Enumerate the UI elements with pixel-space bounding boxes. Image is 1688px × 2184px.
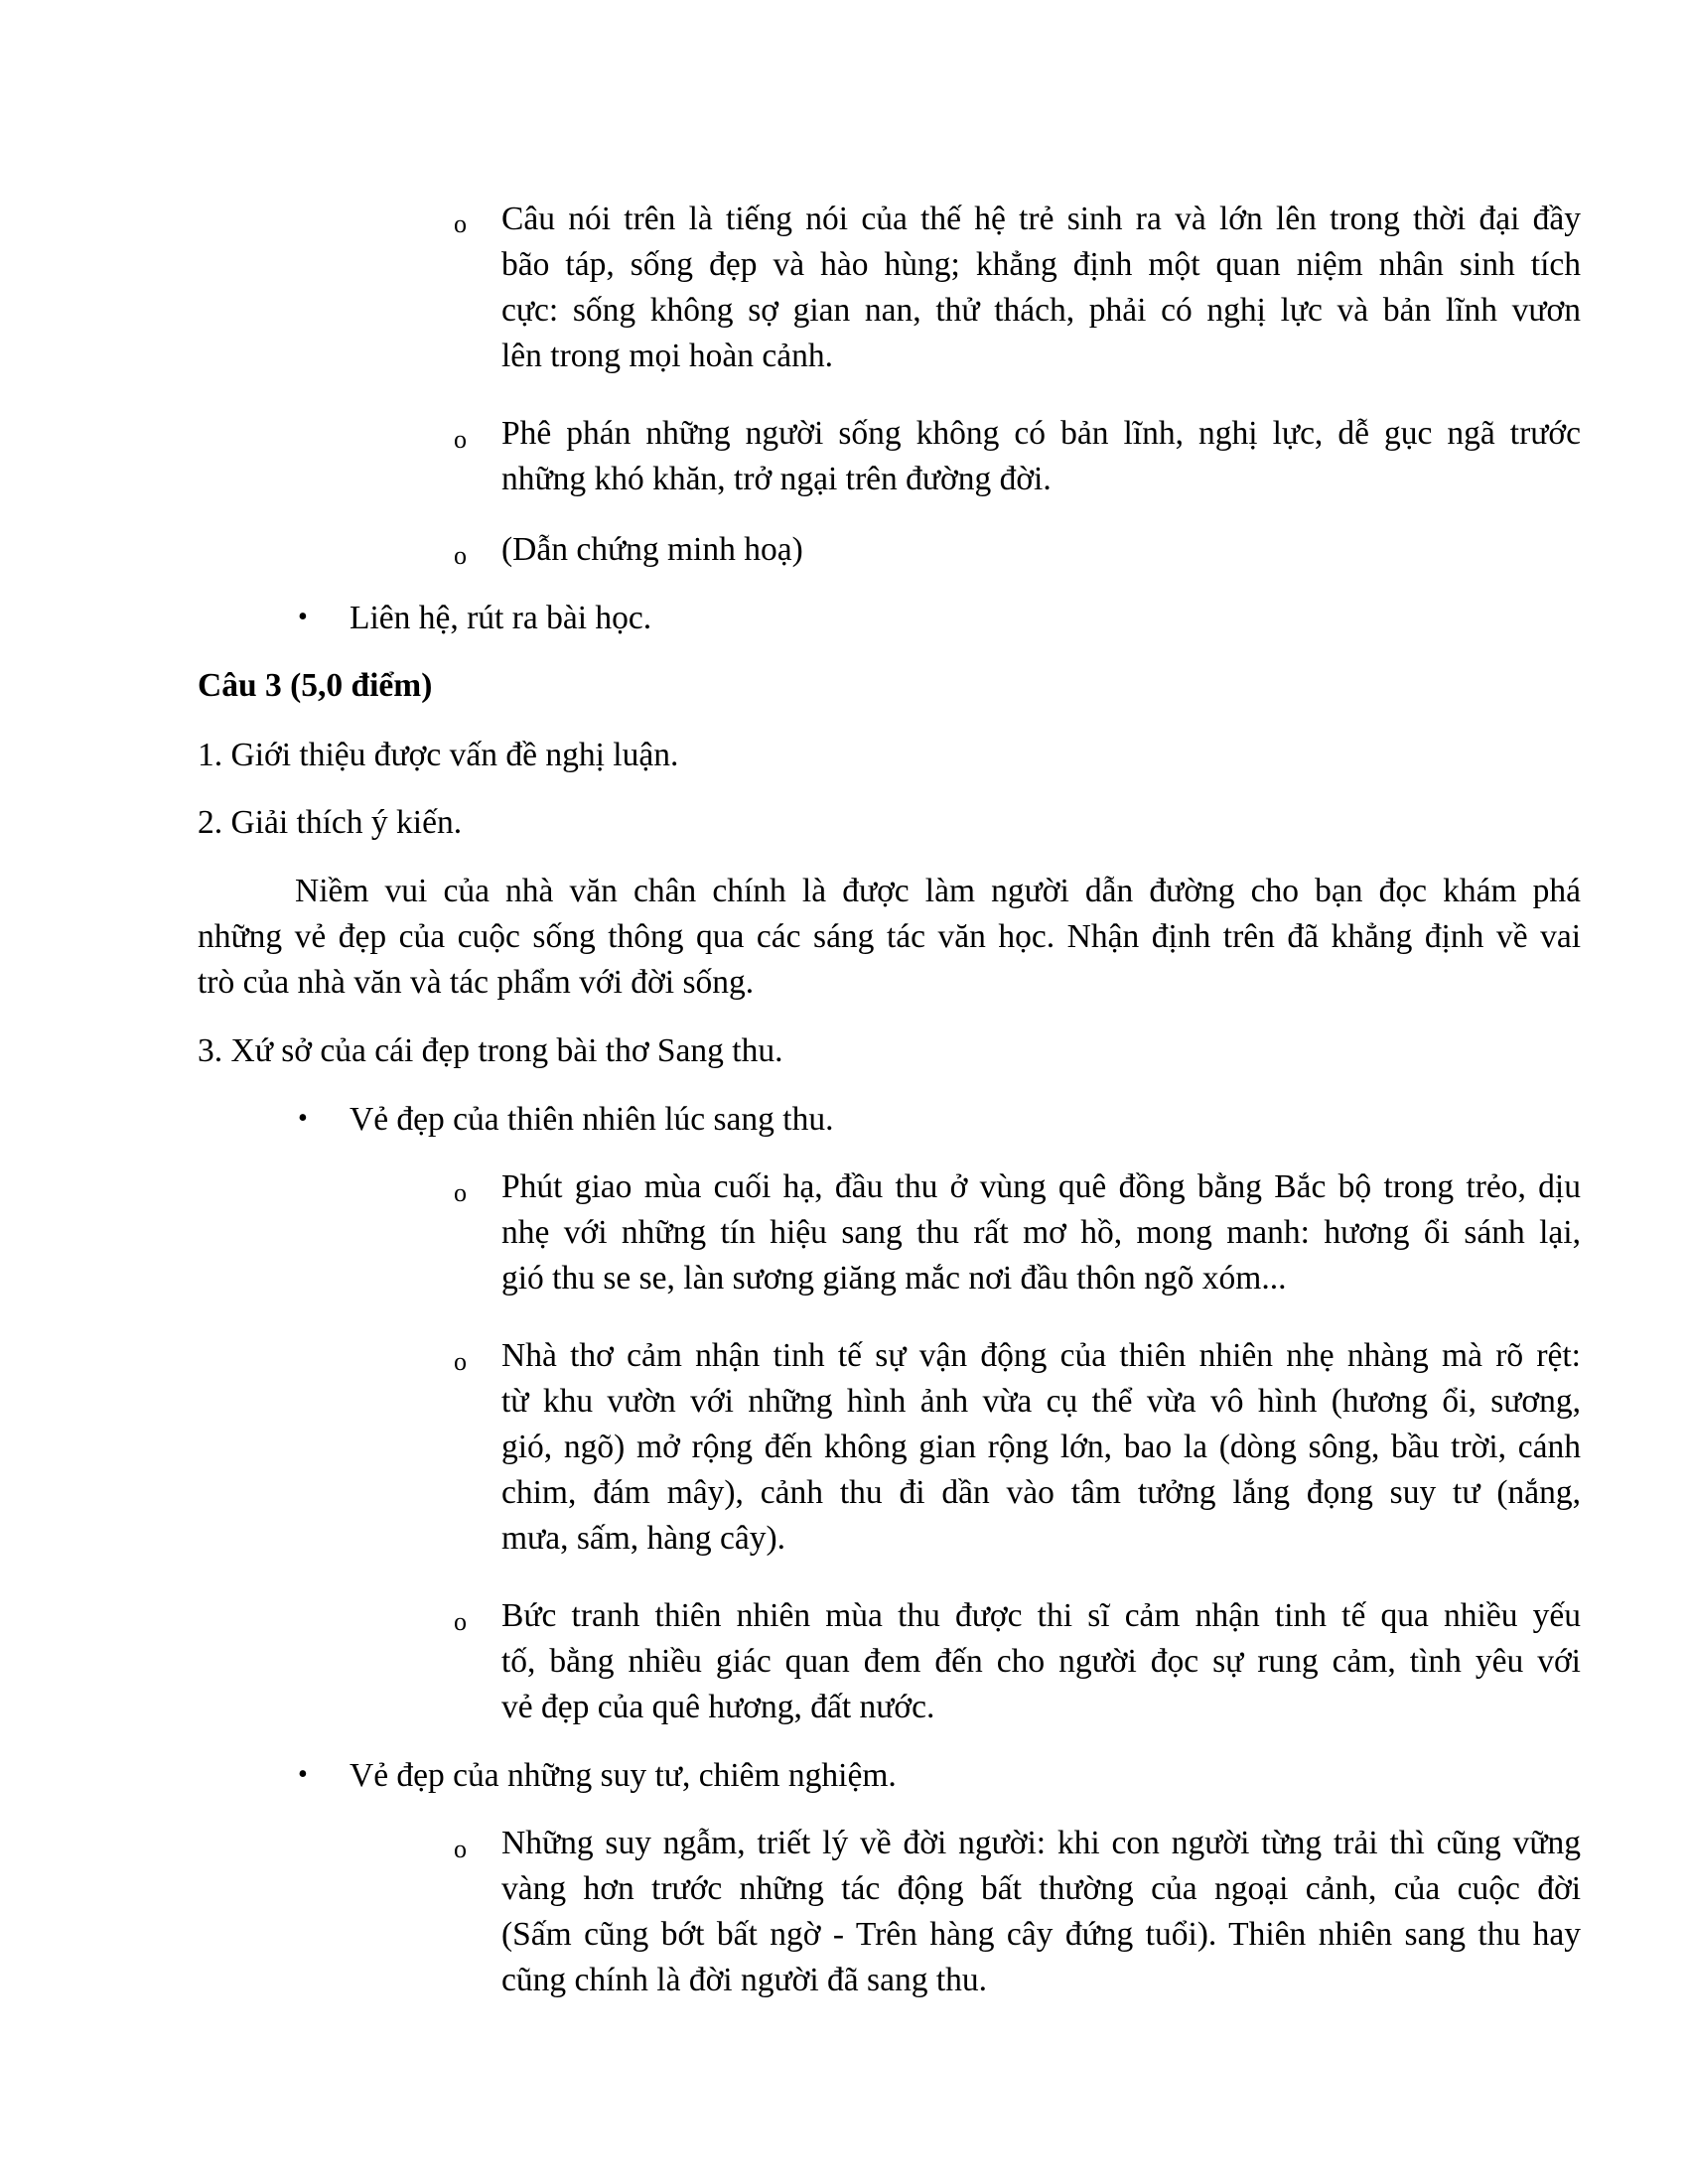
text-line: cũng chính là đời người đã sang thu.	[501, 1962, 988, 1998]
circle-bullet-icon: o	[454, 209, 467, 238]
dot-bullet-icon: •	[298, 602, 308, 632]
circle-bullet-icon: o	[454, 1835, 467, 1863]
text-line: 2. Giải thích ý kiến.	[198, 804, 463, 841]
text-line: Liên hệ, rút ra bài học.	[350, 600, 652, 636]
text-line: vẻ đẹp của quê hương, đất nước.	[501, 1689, 935, 1725]
text-line: Bức tranh thiên nhiên mùa thu được thi sĩ cảm nhận tinh tế qua nhiều yếu	[501, 1597, 1581, 1634]
text-line: Vẻ đẹp của thiên nhiên lúc sang thu.	[350, 1101, 834, 1138]
dot-bullet-icon: •	[298, 1103, 308, 1134]
text-line: 1. Giới thiệu được vấn đề nghị luận.	[198, 737, 679, 773]
text-line: Phút giao mùa cuối hạ, đầu thu ở vùng quê đồng bằng Bắc bộ trong trẻo, dịu	[501, 1168, 1581, 1205]
circle-bullet-icon: o	[454, 541, 467, 570]
text-line: Niềm vui của nhà văn chân chính là được làm người dẫn đường cho bạn đọc khám phá	[295, 873, 1581, 909]
text-line: mưa, sấm, hàng cây).	[501, 1520, 786, 1557]
text-line: lên trong mọi hoàn cảnh.	[501, 338, 833, 374]
text-line: chim, đám mây), cảnh thu đi dần vào tâm tưởng lắng đọng suy tư (nắng,	[501, 1474, 1581, 1511]
text-line: Câu nói trên là tiếng nói của thế hệ trẻ sinh ra và lớn lên trong thời đại đầy	[501, 201, 1581, 237]
text-line: những vẻ đẹp của cuộc sống thông qua các sáng tác văn học. Nhận định trên đã khẳng định về vai	[198, 918, 1581, 955]
text-line: (Sấm cũng bớt bất ngờ - Trên hàng cây đứng tuổi). Thiên nhiên sang thu hay	[501, 1916, 1581, 1953]
text-line: Những suy ngẫm, triết lý về đời người: khi con người từng trải thì cũng vững	[501, 1825, 1581, 1861]
circle-bullet-icon: o	[454, 425, 467, 454]
text-line: từ khu vườn với những hình ảnh vừa cụ thể vừa vô hình (hương ổi, sương,	[501, 1383, 1581, 1420]
text-line: trò của nhà văn và tác phẩm với đời sống.	[198, 964, 755, 1001]
text-line: vàng hơn trước những tác động bất thường của ngoại cảnh, của cuộc đời	[501, 1870, 1581, 1907]
text-line: bão táp, sống đẹp và hào hùng; khẳng định một quan niệm nhân sinh tích	[501, 246, 1581, 283]
text-line: tố, bằng nhiều giác quan đem đến cho người đọc sự rung cảm, tình yêu với	[501, 1643, 1581, 1680]
text-line: cực: sống không sợ gian nan, thử thách, phải có nghị lực và bản lĩnh vươn	[501, 292, 1581, 329]
text-line: nhẹ với những tín hiệu sang thu rất mơ hồ, mong manh: hương ổi sánh lại,	[501, 1214, 1581, 1251]
text-line: 3. Xứ sở của cái đẹp trong bài thơ Sang thu.	[198, 1032, 783, 1069]
text-line: Phê phán những người sống không có bản lĩnh, nghị lực, dễ gục ngã trước	[501, 415, 1581, 452]
text-line: Vẻ đẹp của những suy tư, chiêm nghiệm.	[350, 1757, 897, 1794]
text-line: gió, ngõ) mở rộng đến không gian rộng lớn, bao la (dòng sông, bầu trời, cánh	[501, 1429, 1581, 1465]
section-heading: Câu 3 (5,0 điểm)	[198, 667, 433, 704]
text-line: Nhà thơ cảm nhận tinh tế sự vận động của thiên nhiên nhẹ nhàng mà rõ rệt:	[501, 1337, 1581, 1374]
text-line: (Dẫn chứng minh hoạ)	[501, 531, 803, 568]
text-line: gió thu se se, làn sương giăng mắc nơi đầu thôn ngõ xóm...	[501, 1260, 1287, 1297]
circle-bullet-icon: o	[454, 1178, 467, 1207]
text-line: những khó khăn, trở ngại trên đường đời.	[501, 461, 1052, 497]
circle-bullet-icon: o	[454, 1607, 467, 1636]
dot-bullet-icon: •	[298, 1759, 308, 1790]
circle-bullet-icon: o	[454, 1347, 467, 1376]
